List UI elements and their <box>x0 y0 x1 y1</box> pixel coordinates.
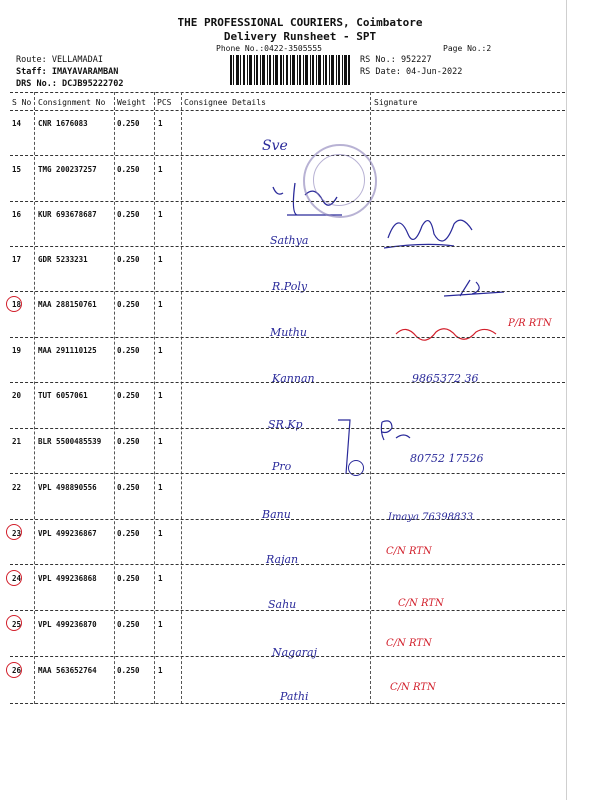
row-22-weight: 0.250 <box>117 483 140 492</box>
row-22-pcs: 1 <box>158 483 163 492</box>
company-title: THE PROFESSIONAL COURIERS, Coimbatore <box>177 16 423 29</box>
row-24-weight: 0.250 <box>117 574 140 583</box>
row-20-sno: 20 <box>12 391 22 400</box>
row-23-sno: 23 <box>12 529 22 538</box>
row-16-signature-scribble <box>380 208 490 254</box>
row-18-pcs: 1 <box>158 300 163 309</box>
row-16-pcs: 1 <box>158 210 163 219</box>
row-26-consignee: Pathi <box>280 690 309 703</box>
col-header-consignment: Consignment No <box>38 98 106 107</box>
drs-number: DRS No.: DCJB95222702 <box>16 79 124 89</box>
row-19-consignee: Kannan <box>272 372 315 385</box>
row-23-pcs: 1 <box>158 529 163 538</box>
column-divider <box>181 92 182 704</box>
row-22-consignment: VPL 498890556 <box>38 483 97 492</box>
runsheet-subtitle: Delivery Runsheet - SPT <box>223 30 377 43</box>
row-divider <box>10 246 565 247</box>
row-18-weight: 0.250 <box>117 300 140 309</box>
row-20-consignee: SR.Kp <box>268 418 303 431</box>
row-14-consignment: CNR 1676083 <box>38 119 88 128</box>
row-24-pcs: 1 <box>158 574 163 583</box>
row-26-weight: 0.250 <box>117 666 140 675</box>
row-19-signature: 9865372 36 <box>412 372 479 385</box>
row-26-sno: 26 <box>12 666 22 675</box>
table-top-rule <box>10 92 565 93</box>
row-23-consignee: Rajan <box>266 553 299 566</box>
staff: Staff: IMAYAVARAMBAN <box>16 67 119 77</box>
col-header-pcs: PCS <box>157 98 172 107</box>
stamp-seal <box>303 144 377 218</box>
row-18-consignment: MAA 288150761 <box>38 300 97 309</box>
row-14-sno: 14 <box>12 119 22 128</box>
col-header-weight: Weight <box>117 98 146 107</box>
row-24-consignee: Sahu <box>268 598 297 611</box>
row-25-consignee: Nagaraj <box>272 646 318 659</box>
row-25-sno: 25 <box>12 620 22 629</box>
row-16-consignment: KUR 693678687 <box>38 210 97 219</box>
page-number: Page No.:2 <box>443 44 492 53</box>
row-20-weight: 0.250 <box>117 391 140 400</box>
row-15-pcs: 1 <box>158 165 163 174</box>
row-14-weight: 0.250 <box>117 119 140 128</box>
row-18-signature-scribble <box>392 322 502 344</box>
row-21-sno: 21 <box>12 437 22 446</box>
row-18-consignee: Muthu <box>270 326 307 339</box>
phone-number: Phone No.:0422-3505555 <box>216 44 322 53</box>
row-divider <box>10 610 565 611</box>
row-14-consignee: Sve <box>262 138 288 154</box>
row-divider <box>10 337 565 338</box>
row-21-consignee: Pro <box>272 460 292 473</box>
route: Route: VELLAMADAI <box>16 55 103 65</box>
row-19-sno: 19 <box>12 346 22 355</box>
row-22-consignee: Banu <box>262 508 291 521</box>
row-23-consignment: VPL 499236867 <box>38 529 97 538</box>
row-17-consignee: R.Poly <box>272 280 308 293</box>
table-header-rule <box>10 110 565 111</box>
row-divider <box>10 473 565 474</box>
table-bottom-rule <box>10 703 565 704</box>
row-15-weight: 0.250 <box>117 165 140 174</box>
row-22-sno: 22 <box>12 483 22 492</box>
row-19-consignment: MAA 291110125 <box>38 346 97 355</box>
row-26-signature: C/N RTN <box>390 682 436 693</box>
col-header-sno: S No <box>12 98 32 107</box>
row-25-signature: C/N RTN <box>386 638 432 649</box>
row-17-signature-scribble <box>440 278 510 300</box>
row-divider <box>10 564 565 565</box>
row-15-sno: 15 <box>12 165 22 174</box>
row-divider <box>10 519 565 520</box>
row-21-pcs: 1 <box>158 437 163 446</box>
column-divider <box>114 92 115 704</box>
row-divider <box>10 291 565 292</box>
row-17-pcs: 1 <box>158 255 163 264</box>
row-20-signature-initials <box>376 418 416 444</box>
row-25-weight: 0.250 <box>117 620 140 629</box>
row-23-signature: C/N RTN <box>386 546 432 557</box>
column-divider <box>154 92 155 704</box>
col-header-consignee: Consignee Details <box>184 98 266 107</box>
row-16-consignee: Sathya <box>270 234 309 247</box>
row-14-pcs: 1 <box>158 119 163 128</box>
row-17-sno: 17 <box>12 255 22 264</box>
row-divider <box>10 155 565 156</box>
row-divider <box>10 201 565 202</box>
row-19-pcs: 1 <box>158 346 163 355</box>
col-header-signature: Signature <box>374 98 418 107</box>
row-25-pcs: 1 <box>158 620 163 629</box>
row-17-weight: 0.250 <box>117 255 140 264</box>
row-divider <box>10 656 565 657</box>
row-16-sno: 16 <box>12 210 22 219</box>
row-24-sno: 24 <box>12 574 22 583</box>
row-21-weight: 0.250 <box>117 437 140 446</box>
row-20-consignment: TUT 6057061 <box>38 391 88 400</box>
row-divider <box>10 428 565 429</box>
row-24-signature: C/N RTN <box>398 598 444 609</box>
row-21-consignment: BLR 5500485539 <box>38 437 102 446</box>
row-26-consignment: MAA 563652764 <box>38 666 97 675</box>
column-divider <box>34 92 35 704</box>
barcode-image <box>230 55 350 85</box>
row-16-weight: 0.250 <box>117 210 140 219</box>
page-edge <box>566 0 567 800</box>
row-21-signature: 80752 17526 <box>410 452 484 465</box>
row-26-pcs: 1 <box>158 666 163 675</box>
row-15-consignment: TMG 200237257 <box>38 165 97 174</box>
row-18-sno: 18 <box>12 300 22 309</box>
row-17-consignment: GDR 5233231 <box>38 255 88 264</box>
row-19-weight: 0.250 <box>117 346 140 355</box>
rs-date: RS Date: 04-Jun-2022 <box>360 67 463 77</box>
row-20-pcs: 1 <box>158 391 163 400</box>
row-25-consignment: VPL 499236870 <box>38 620 97 629</box>
row-18-signature: P/R RTN <box>508 318 552 329</box>
row-divider <box>10 382 565 383</box>
row-24-consignment: VPL 499236868 <box>38 574 97 583</box>
rs-number: RS No.: 952227 <box>360 55 432 65</box>
row-22-signature: Imaya 76398833 <box>388 512 474 523</box>
row-23-weight: 0.250 <box>117 529 140 538</box>
